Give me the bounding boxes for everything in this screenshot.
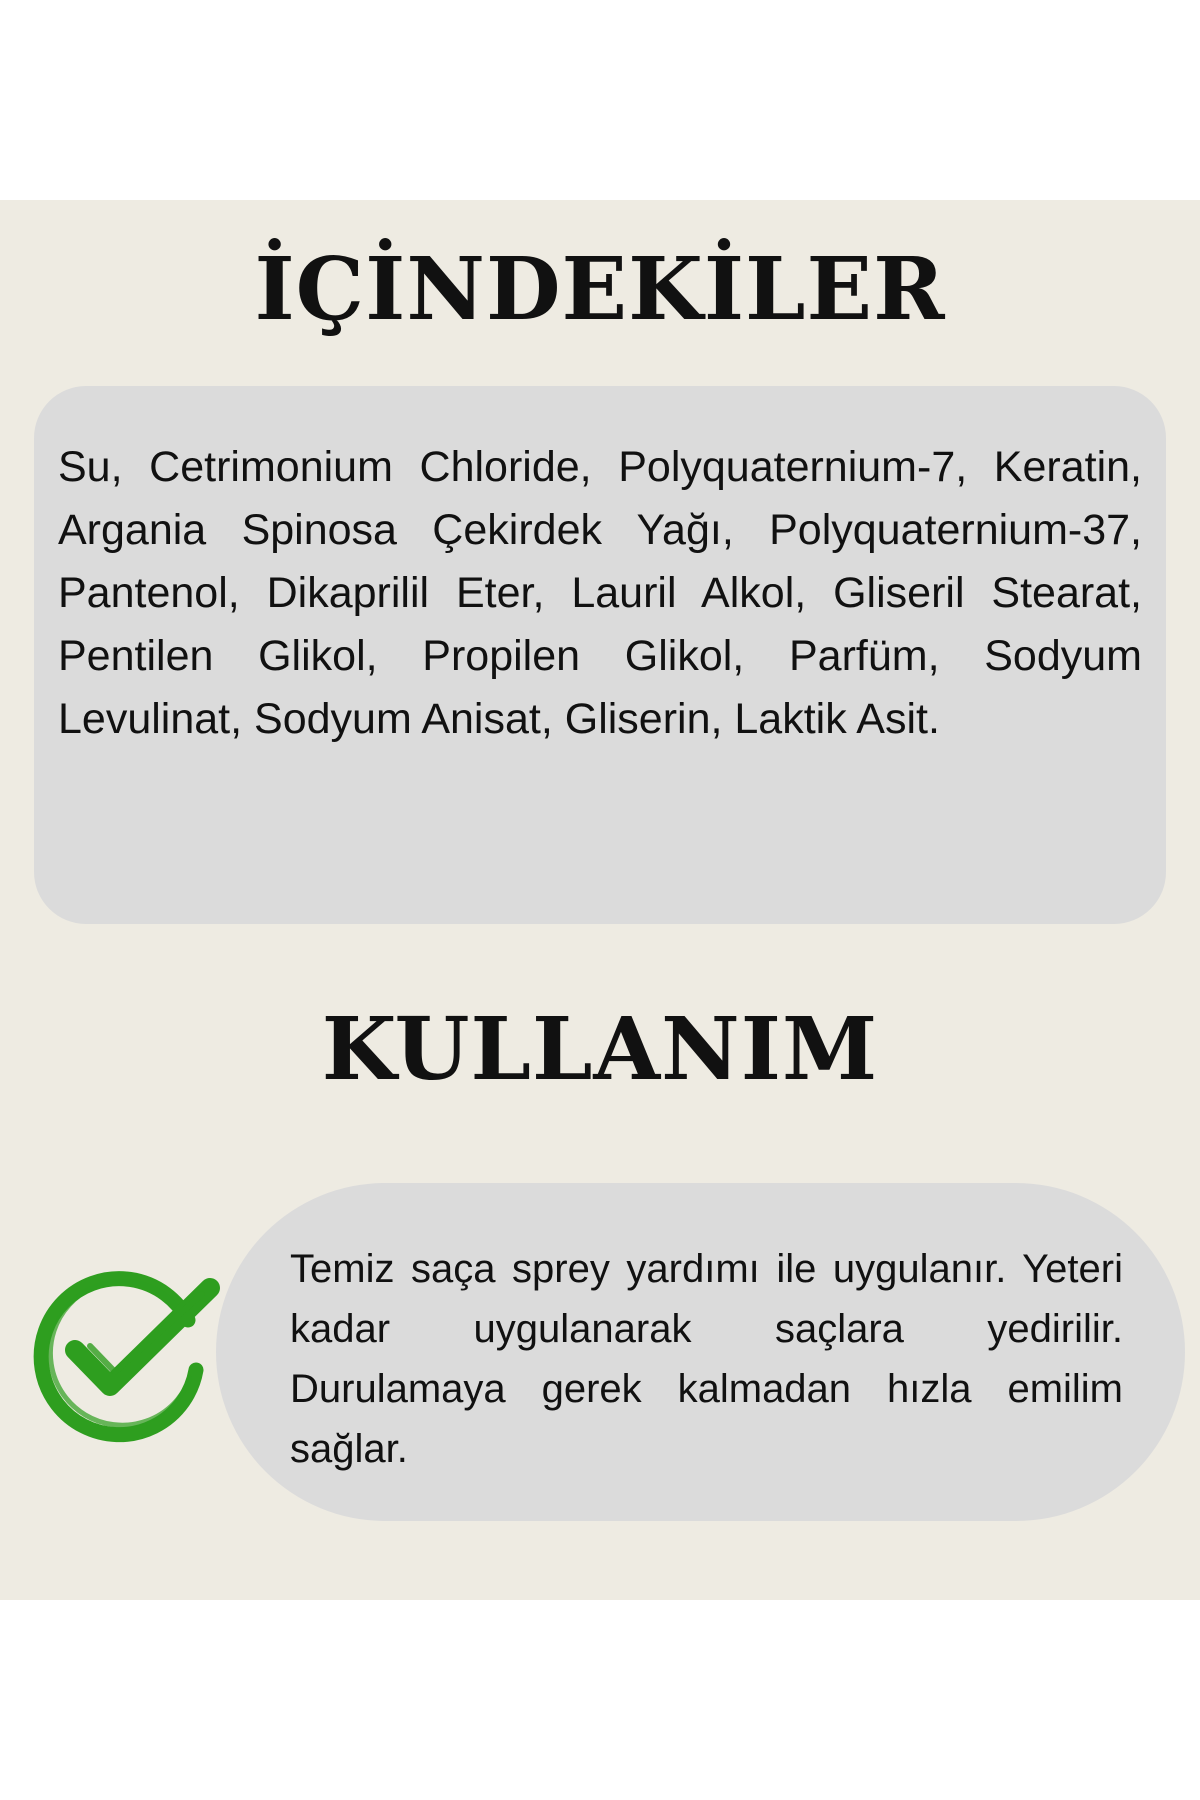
ingredients-text: Su, Cetrimonium Chloride, Polyquaternium-7, Keratin, Argania Spinosa Çekirdek Yağı, Polyquaternium-37, Pantenol, Dikaprilil Eter, Lauril Alkol, Gliseril Stearat, Pentilen Glikol, Propilen Glikol, Parfüm, Sodyum Levulinat, Sodyum Anisat, Gliserin, Laktik Asit. bbox=[58, 443, 1142, 743]
usage-heading: KULLANIM bbox=[321, 999, 879, 1100]
usage-text: Temiz saça sprey yardımı ile uygulanır. Yeteri kadar uygulanarak saçlara yedirilir. Durulamaya gerek kalmadan hızla emilim sağlar. bbox=[290, 1247, 1123, 1471]
ingredients-heading: İÇİNDEKİLER bbox=[254, 239, 946, 340]
ingredients-box bbox=[34, 386, 1166, 924]
usage-box bbox=[216, 1183, 1185, 1521]
check-icon bbox=[20, 1258, 220, 1450]
